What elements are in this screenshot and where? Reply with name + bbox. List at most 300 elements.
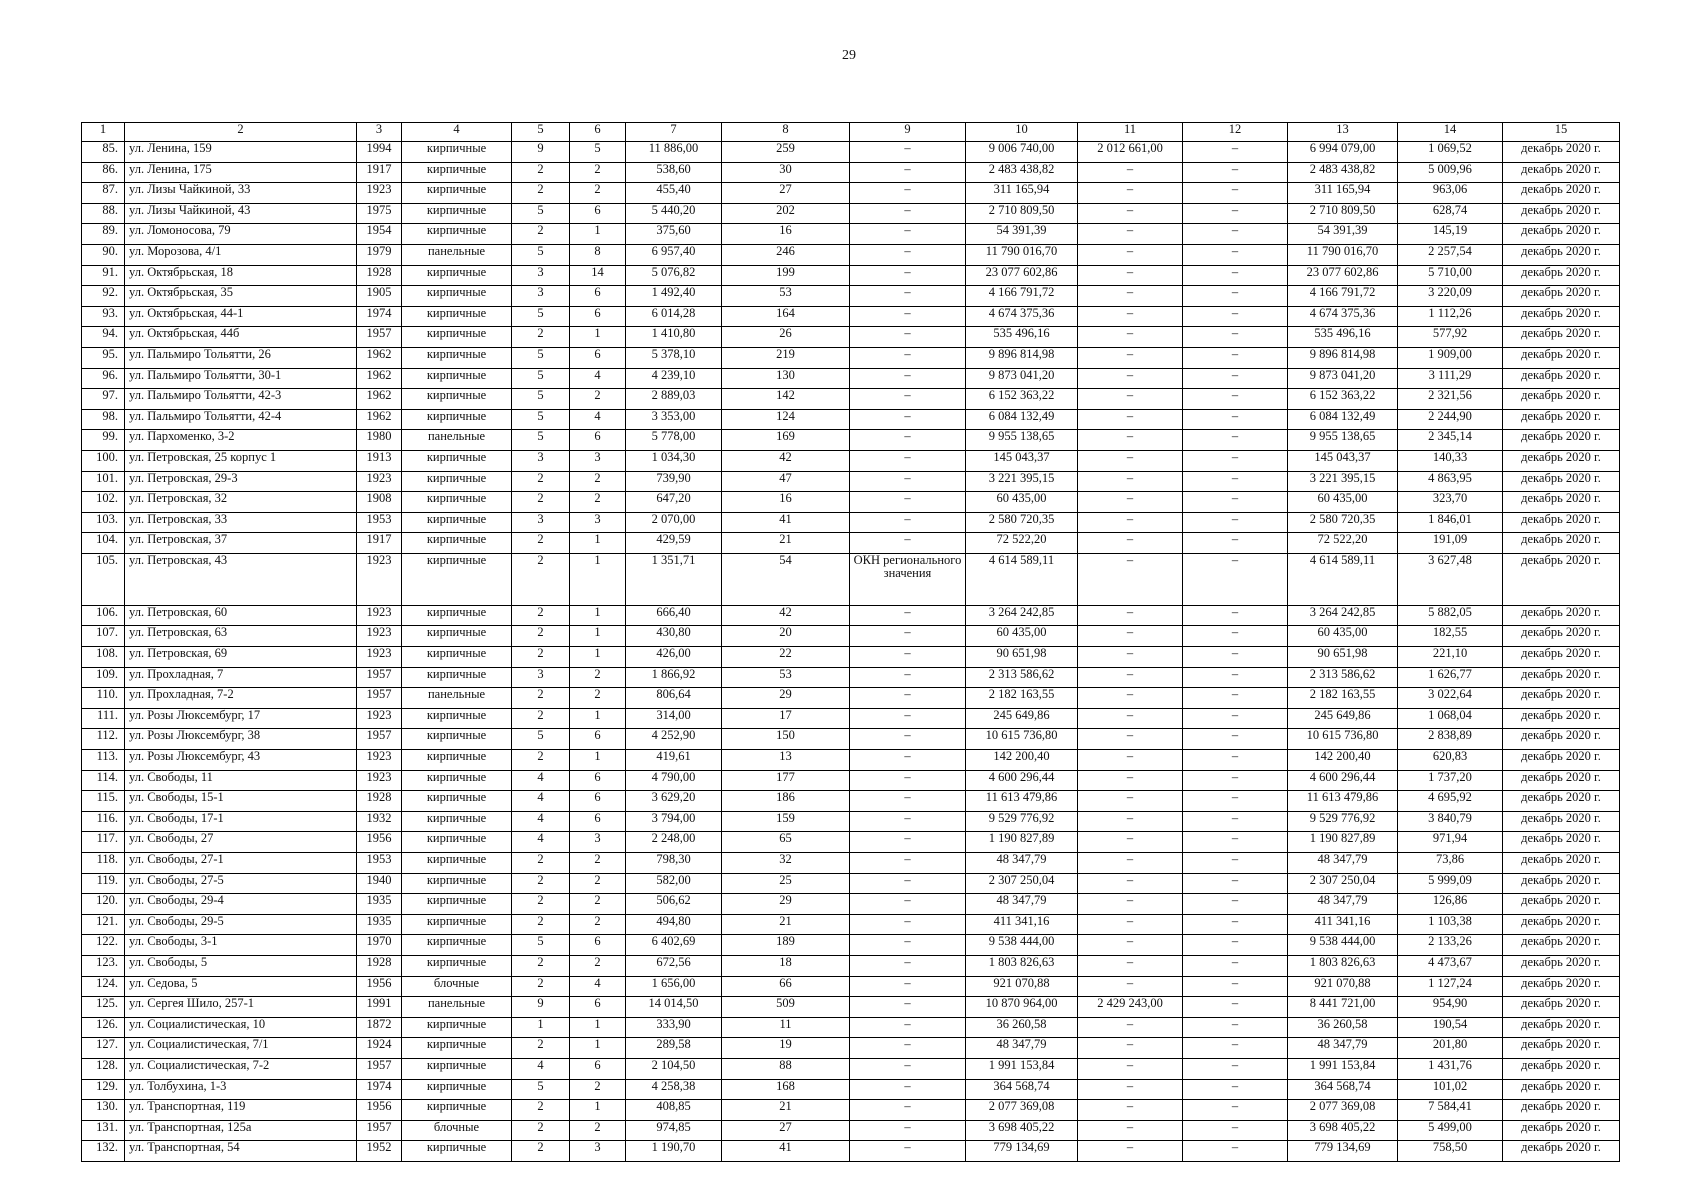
table-cell: 3 629,20: [626, 791, 722, 812]
table-cell: 25: [722, 873, 850, 894]
table-cell: ул. Транспортная, 54: [125, 1141, 357, 1162]
table-cell: 87.: [82, 183, 125, 204]
table-cell: –: [850, 853, 966, 874]
table-cell: 88: [722, 1058, 850, 1079]
table-cell: 1 656,00: [626, 976, 722, 997]
table-row: [82, 450, 1620, 471]
table-cell: 11 790 016,70: [966, 244, 1078, 265]
table-cell: –: [1078, 1120, 1183, 1141]
table-cell: 1: [512, 1017, 570, 1038]
table-cell: 19: [722, 1038, 850, 1059]
table-cell: 99.: [82, 430, 125, 451]
table-cell: 89.: [82, 224, 125, 245]
table-cell: 429,59: [626, 533, 722, 554]
table-cell: 4: [512, 791, 570, 812]
table-cell: 47: [722, 471, 850, 492]
table-cell: 164: [722, 306, 850, 327]
table-row: [82, 1100, 1620, 1121]
table-cell: 36 260,58: [966, 1017, 1078, 1038]
table-cell: 96.: [82, 368, 125, 389]
table-cell: –: [850, 1141, 966, 1162]
table-cell: 1 803 826,63: [966, 955, 1078, 976]
table-cell: –: [1078, 224, 1183, 245]
table-cell: ул. Октябрьская, 44б: [125, 327, 357, 348]
table-cell: –: [850, 832, 966, 853]
table-cell: 1: [570, 647, 626, 668]
table-cell: –: [1078, 976, 1183, 997]
table-cell: ул. Петровская, 33: [125, 512, 357, 533]
table-cell: 29: [722, 688, 850, 709]
table-cell: 2: [512, 183, 570, 204]
table-cell: 29: [722, 894, 850, 915]
table-cell: 145 043,37: [1288, 450, 1398, 471]
table-cell: –: [1183, 183, 1288, 204]
table-cell: 2: [512, 162, 570, 183]
table-cell: 48 347,79: [966, 894, 1078, 915]
table-cell: –: [850, 914, 966, 935]
table-cell: ул. Петровская, 69: [125, 647, 357, 668]
table-cell: 128.: [82, 1058, 125, 1079]
table-cell: 5 076,82: [626, 265, 722, 286]
table-cell: 3 220,09: [1398, 286, 1503, 307]
table-cell: –: [850, 1038, 966, 1059]
table-cell: 122.: [82, 935, 125, 956]
table-cell: 2 483 438,82: [966, 162, 1078, 183]
table-cell: ул. Розы Люксембург, 17: [125, 708, 357, 729]
table-cell: 2: [512, 647, 570, 668]
table-cell: 647,20: [626, 492, 722, 513]
table-cell: 1: [570, 224, 626, 245]
table-cell: –: [850, 327, 966, 348]
table-cell: –: [850, 512, 966, 533]
table-cell: –: [1078, 533, 1183, 554]
table-cell: декабрь 2020 г.: [1503, 894, 1620, 915]
table-cell: 1957: [357, 688, 402, 709]
table-cell: 1974: [357, 1079, 402, 1100]
table-cell: 16: [722, 492, 850, 513]
table-cell: 2 248,00: [626, 832, 722, 853]
table-cell: 26: [722, 327, 850, 348]
table-row: [82, 1017, 1620, 1038]
table-cell: 11 886,00: [626, 142, 722, 163]
table-cell: 8: [570, 244, 626, 265]
table-cell: 1 410,80: [626, 327, 722, 348]
table-cell: 95.: [82, 347, 125, 368]
table-row: [82, 347, 1620, 368]
table-row: [82, 1038, 1620, 1059]
table-cell: 6: [570, 430, 626, 451]
table-cell: 125.: [82, 997, 125, 1018]
table-cell: 3: [512, 286, 570, 307]
table-cell: 2: [570, 688, 626, 709]
table-cell: 2: [512, 224, 570, 245]
table-cell: –: [1183, 244, 1288, 265]
table-cell: 126.: [82, 1017, 125, 1038]
table-row: [82, 626, 1620, 647]
table-cell: 5: [512, 368, 570, 389]
table-cell: кирпичные: [402, 286, 512, 307]
table-cell: –: [1183, 708, 1288, 729]
table-cell: ул. Петровская, 63: [125, 626, 357, 647]
table-cell: 2: [570, 894, 626, 915]
table-cell: 9: [512, 142, 570, 163]
table-cell: 1: [570, 750, 626, 771]
table-cell: 169: [722, 430, 850, 451]
table-cell: декабрь 2020 г.: [1503, 224, 1620, 245]
table-cell: ул. Пальмиро Тольятти, 42-3: [125, 389, 357, 410]
table-cell: декабрь 2020 г.: [1503, 1058, 1620, 1079]
table-cell: –: [850, 1079, 966, 1100]
table-cell: 2 307 250,04: [966, 873, 1078, 894]
table-cell: 104.: [82, 533, 125, 554]
table-cell: кирпичные: [402, 389, 512, 410]
table-cell: 620,83: [1398, 750, 1503, 771]
table-cell: 21: [722, 1100, 850, 1121]
table-cell: 2: [570, 873, 626, 894]
table-cell: 2 104,50: [626, 1058, 722, 1079]
table-cell: 140,33: [1398, 450, 1503, 471]
table-cell: –: [850, 750, 966, 771]
table-cell: кирпичные: [402, 533, 512, 554]
table-cell: 4 674 375,36: [966, 306, 1078, 327]
table-cell: 1962: [357, 368, 402, 389]
table-cell: 2: [512, 1038, 570, 1059]
table-cell: –: [1183, 791, 1288, 812]
table-cell: блочные: [402, 1120, 512, 1141]
table-cell: декабрь 2020 г.: [1503, 791, 1620, 812]
table-cell: 2 429 243,00: [1078, 997, 1183, 1018]
table-cell: 1923: [357, 626, 402, 647]
table-cell: 42: [722, 450, 850, 471]
table-cell: ул. Социалистическая, 10: [125, 1017, 357, 1038]
table-cell: 2: [512, 327, 570, 348]
table-cell: 2: [512, 1100, 570, 1121]
table-cell: панельные: [402, 244, 512, 265]
table-cell: 5: [570, 142, 626, 163]
table-cell: 22: [722, 647, 850, 668]
table-cell: 1979: [357, 244, 402, 265]
table-cell: –: [1078, 1141, 1183, 1162]
table-cell: декабрь 2020 г.: [1503, 935, 1620, 956]
table-cell: 129.: [82, 1079, 125, 1100]
table-row: [82, 142, 1620, 163]
table-cell: 1 991 153,84: [966, 1058, 1078, 1079]
table-cell: 1953: [357, 853, 402, 874]
table-cell: ул. Петровская, 60: [125, 605, 357, 626]
table-cell: 921 070,88: [966, 976, 1078, 997]
column-header: 12: [1183, 123, 1288, 142]
table-cell: кирпичные: [402, 450, 512, 471]
table-cell: –: [1078, 389, 1183, 410]
table-cell: 5: [512, 389, 570, 410]
table-cell: 4: [512, 1058, 570, 1079]
table-cell: 106.: [82, 605, 125, 626]
table-cell: 3 794,00: [626, 811, 722, 832]
table-cell: 6: [570, 1058, 626, 1079]
table-cell: ул. Октябрьская, 44-1: [125, 306, 357, 327]
table-cell: 9 873 041,20: [966, 368, 1078, 389]
table-cell: декабрь 2020 г.: [1503, 183, 1620, 204]
table-cell: 48 347,79: [966, 1038, 1078, 1059]
table-cell: декабрь 2020 г.: [1503, 1017, 1620, 1038]
column-header: 14: [1398, 123, 1503, 142]
table-cell: 6: [570, 729, 626, 750]
table-cell: 3 698 405,22: [1288, 1120, 1398, 1141]
table-cell: 14: [570, 265, 626, 286]
table-cell: 1923: [357, 708, 402, 729]
table-cell: 105.: [82, 553, 125, 605]
table-cell: ул. Петровская, 25 корпус 1: [125, 450, 357, 471]
table-cell: 1975: [357, 203, 402, 224]
table-cell: 1 431,76: [1398, 1058, 1503, 1079]
table-cell: –: [1078, 605, 1183, 626]
table-row: [82, 914, 1620, 935]
table-cell: 9 896 814,98: [966, 347, 1078, 368]
table-cell: –: [1183, 306, 1288, 327]
table-cell: –: [850, 224, 966, 245]
table-row: [82, 430, 1620, 451]
table-cell: 314,00: [626, 708, 722, 729]
table-cell: 1957: [357, 1058, 402, 1079]
table-cell: 5 999,09: [1398, 873, 1503, 894]
table-cell: 1935: [357, 894, 402, 915]
table-cell: 3: [512, 450, 570, 471]
table-cell: 2 257,54: [1398, 244, 1503, 265]
table-row: [82, 1120, 1620, 1141]
table-cell: ул. Пальмиро Тольятти, 42-4: [125, 409, 357, 430]
table-cell: 1 866,92: [626, 667, 722, 688]
table-cell: кирпичные: [402, 811, 512, 832]
table-cell: кирпичные: [402, 1141, 512, 1162]
table-cell: 3: [512, 512, 570, 533]
table-cell: 221,10: [1398, 647, 1503, 668]
table-cell: 6 152 363,22: [1288, 389, 1398, 410]
table-cell: 2 012 661,00: [1078, 142, 1183, 163]
table-cell: ул. Ленина, 175: [125, 162, 357, 183]
table-cell: 311 165,94: [1288, 183, 1398, 204]
table-cell: –: [850, 729, 966, 750]
table-cell: 2: [512, 1141, 570, 1162]
table-row: [82, 265, 1620, 286]
table-cell: –: [1183, 368, 1288, 389]
table-cell: 130.: [82, 1100, 125, 1121]
table-cell: 60 435,00: [1288, 626, 1398, 647]
table-cell: 108.: [82, 647, 125, 668]
table-cell: –: [1078, 1058, 1183, 1079]
table-cell: 1 846,01: [1398, 512, 1503, 533]
table-cell: 1956: [357, 976, 402, 997]
table-cell: 186: [722, 791, 850, 812]
table-cell: 92.: [82, 286, 125, 307]
table-cell: 60 435,00: [1288, 492, 1398, 513]
table-cell: 1: [570, 553, 626, 605]
table-cell: –: [850, 976, 966, 997]
table-cell: ул. Пальмиро Тольятти, 26: [125, 347, 357, 368]
table-cell: 3: [512, 265, 570, 286]
table-cell: 1 112,26: [1398, 306, 1503, 327]
table-cell: 411 341,16: [966, 914, 1078, 935]
table-cell: 2: [512, 533, 570, 554]
table-cell: –: [1078, 368, 1183, 389]
table-cell: декабрь 2020 г.: [1503, 914, 1620, 935]
table-cell: 2 580 720,35: [966, 512, 1078, 533]
table-cell: декабрь 2020 г.: [1503, 1079, 1620, 1100]
table-cell: 2 307 250,04: [1288, 873, 1398, 894]
table-cell: декабрь 2020 г.: [1503, 729, 1620, 750]
table-cell: –: [1183, 688, 1288, 709]
table-cell: 1991: [357, 997, 402, 1018]
table-cell: –: [1183, 935, 1288, 956]
table-cell: ул. Социалистическая, 7-2: [125, 1058, 357, 1079]
table-cell: 2: [512, 853, 570, 874]
table-cell: 1962: [357, 409, 402, 430]
table-cell: 1 190 827,89: [966, 832, 1078, 853]
table-cell: ул. Октябрьская, 35: [125, 286, 357, 307]
table-cell: –: [1078, 244, 1183, 265]
table-cell: кирпичные: [402, 265, 512, 286]
table-cell: декабрь 2020 г.: [1503, 647, 1620, 668]
table-cell: 4: [512, 832, 570, 853]
table-cell: 2: [570, 1120, 626, 1141]
table-cell: 124: [722, 409, 850, 430]
table-cell: кирпичные: [402, 914, 512, 935]
table-cell: ул. Свободы, 29-5: [125, 914, 357, 935]
table-cell: 4 166 791,72: [1288, 286, 1398, 307]
table-cell: –: [850, 286, 966, 307]
table-cell: 6 402,69: [626, 935, 722, 956]
table-cell: 1: [570, 1017, 626, 1038]
table-cell: ул. Розы Люксембург, 43: [125, 750, 357, 771]
table-cell: 5: [512, 409, 570, 430]
table-row: [82, 791, 1620, 812]
table-cell: 3 111,29: [1398, 368, 1503, 389]
table-cell: 5 009,96: [1398, 162, 1503, 183]
table-cell: –: [850, 389, 966, 410]
table-cell: 1923: [357, 647, 402, 668]
table-row: [82, 667, 1620, 688]
table-cell: 5 778,00: [626, 430, 722, 451]
table-cell: –: [850, 162, 966, 183]
table-cell: 408,85: [626, 1100, 722, 1121]
table-cell: декабрь 2020 г.: [1503, 750, 1620, 771]
table-header: [82, 123, 1620, 142]
table-cell: 1980: [357, 430, 402, 451]
table-cell: 954,90: [1398, 997, 1503, 1018]
table-cell: 1957: [357, 667, 402, 688]
table-row: [82, 244, 1620, 265]
table-cell: 2: [570, 914, 626, 935]
table-cell: 132.: [82, 1141, 125, 1162]
table-cell: 5 499,00: [1398, 1120, 1503, 1141]
table-cell: 30: [722, 162, 850, 183]
table-cell: декабрь 2020 г.: [1503, 955, 1620, 976]
table-cell: ул. Ломоносова, 79: [125, 224, 357, 245]
table-cell: ул. Петровская, 43: [125, 553, 357, 605]
table-cell: 21: [722, 914, 850, 935]
table-cell: –: [1183, 894, 1288, 915]
table-cell: –: [1183, 750, 1288, 771]
table-cell: 54 391,39: [966, 224, 1078, 245]
table-cell: 6: [570, 286, 626, 307]
table-cell: 1923: [357, 183, 402, 204]
table-cell: ул. Прохладная, 7-2: [125, 688, 357, 709]
table-cell: 3 264 242,85: [966, 605, 1078, 626]
table-cell: декабрь 2020 г.: [1503, 708, 1620, 729]
table-cell: 5: [512, 347, 570, 368]
table-cell: 2: [570, 183, 626, 204]
table-cell: 142 200,40: [1288, 750, 1398, 771]
table-cell: –: [1183, 955, 1288, 976]
table-row: [82, 955, 1620, 976]
table-cell: 4 258,38: [626, 1079, 722, 1100]
table-cell: панельные: [402, 688, 512, 709]
table-cell: 2: [512, 914, 570, 935]
table-cell: 10 615 736,80: [966, 729, 1078, 750]
table-cell: декабрь 2020 г.: [1503, 265, 1620, 286]
table-cell: –: [850, 492, 966, 513]
table-cell: –: [850, 667, 966, 688]
table-cell: 54: [722, 553, 850, 605]
table-cell: 3 840,79: [1398, 811, 1503, 832]
table-cell: ул. Социалистическая, 7/1: [125, 1038, 357, 1059]
table-cell: ул. Сергея Шило, 257-1: [125, 997, 357, 1018]
table-cell: 5: [512, 244, 570, 265]
table-cell: 2: [512, 605, 570, 626]
table-cell: 113.: [82, 750, 125, 771]
table-cell: 6 994 079,00: [1288, 142, 1398, 163]
table-cell: 1 492,40: [626, 286, 722, 307]
table-cell: 107.: [82, 626, 125, 647]
table-cell: –: [1183, 1079, 1288, 1100]
table-cell: 1923: [357, 471, 402, 492]
table-cell: 5: [512, 935, 570, 956]
table-cell: –: [1078, 770, 1183, 791]
table-cell: 259: [722, 142, 850, 163]
table-cell: 246: [722, 244, 850, 265]
table-cell: кирпичные: [402, 791, 512, 812]
table-cell: 3 627,48: [1398, 553, 1503, 605]
table-cell: 3 022,64: [1398, 688, 1503, 709]
table-cell: –: [1183, 512, 1288, 533]
table-cell: 2: [512, 492, 570, 513]
table-row: [82, 729, 1620, 750]
table-cell: 72 522,20: [966, 533, 1078, 554]
table-cell: 2: [512, 626, 570, 647]
table-cell: 119.: [82, 873, 125, 894]
table-cell: –: [1183, 976, 1288, 997]
table-cell: –: [1183, 265, 1288, 286]
table-cell: 124.: [82, 976, 125, 997]
column-header: 13: [1288, 123, 1398, 142]
table-row: [82, 327, 1620, 348]
table-cell: –: [1078, 492, 1183, 513]
table-cell: кирпичные: [402, 667, 512, 688]
table-cell: –: [1078, 626, 1183, 647]
table-row: [82, 605, 1620, 626]
table-cell: 1 991 153,84: [1288, 1058, 1398, 1079]
table-cell: 1928: [357, 791, 402, 812]
table-cell: 1917: [357, 162, 402, 183]
table-cell: –: [1078, 955, 1183, 976]
table-cell: –: [850, 142, 966, 163]
table-cell: 2 710 809,50: [1288, 203, 1398, 224]
column-header: 5: [512, 123, 570, 142]
table-row: [82, 976, 1620, 997]
table-cell: 4 600 296,44: [1288, 770, 1398, 791]
table-cell: 23 077 602,86: [1288, 265, 1398, 286]
table-cell: 577,92: [1398, 327, 1503, 348]
table-cell: –: [850, 605, 966, 626]
